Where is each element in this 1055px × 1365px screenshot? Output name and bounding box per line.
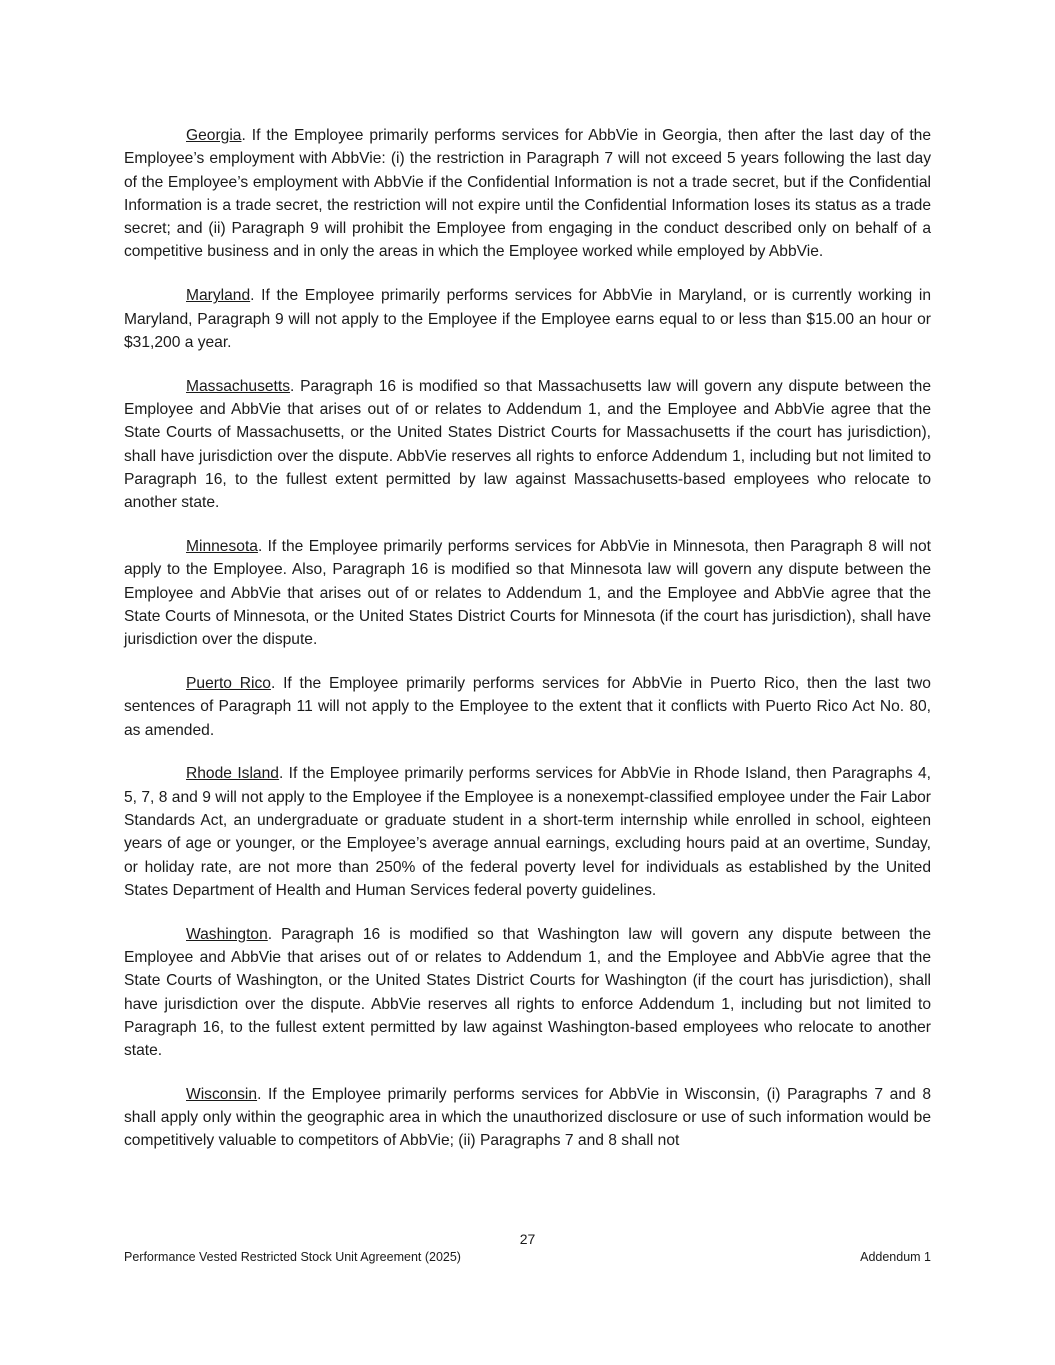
section-text: . If the Employee primarily performs services for AbbVie in Rhode Island, then Paragraphs 4, 5, 7, 8 and 9 will not apply to the Employee if the Employee is a nonexempt-classified employee under the Fair Labor Standards Act, an undergraduate or graduate student in a short-term internship while enrolled in school, eighteen years of age or younger, or the Employee’s average annual earnings, excluding hours paid at an overtime, Sunday, or holiday rate, are not more than 250% of the federal poverty level for individuals as established by the United States Department of Health and Human Services federal poverty guidelines. [124,765,931,899]
section-heading: Puerto Rico [186,674,271,692]
section-georgia [124,124,931,264]
section-heading: Washington [186,925,268,943]
section-text: . If the Employee primarily performs services for AbbVie in Puerto Rico, then the last two sentences of Paragraph 11 will not apply to the Employee to the extent that it conflicts with Puerto Rico Act No. 80, as amended. [124,674,931,739]
section-rhode-island [124,762,931,902]
section-heading: Wisconsin [186,1085,258,1103]
section-text: . Paragraph 16 is modified so that Washington law will govern any dispute between the Employee and AbbVie that arises out of or relates to Addendum 1, and the Employee and AbbVie agree that the State Courts of Washington, or the United States District Courts for Washington (if the court has jurisdiction), shall have jurisdiction over the dispute. AbbVie reserves all rights to enforce Addendum 1, including but not limited to Paragraph 16, to the fullest extent permitted by law against Washington-based employees who relocate to another state. [124,925,931,1060]
section-minnesota [124,535,931,651]
section-text: . If the Employee primarily performs services for AbbVie in Minnesota, then Paragraph 8 will not apply to the Employee. Also, Paragraph 16 is modified so that Minnesota law will govern any dispute between the Employee and AbbVie that arises out of or relates to Addendum 1, and the Employee and AbbVie agree that the State Courts of Minnesota, or the United States District Courts for Minnesota (if the court has jurisdiction), shall have jurisdiction over the dispute. [124,537,931,649]
section-puerto-rico [124,672,931,742]
section-text: . If the Employee primarily performs services for AbbVie in Wisconsin, (i) Paragraphs 7 and 8 shall apply only within the geographic area in which the unauthorized disclosure or use of such information would be competitively valuable to competitors of AbbVie; (ii) Paragraphs 7 and 8 shall not [124,1085,931,1150]
section-text: . If the Employee primarily performs services for AbbVie in Maryland, or is currently working in Maryland, Paragraph 9 will not apply to the Employee if the Employee earns equal to or less than $15.00 an hour or $31,200 a year. [124,287,931,351]
section-washington [124,923,931,1063]
footer-addendum-label: Addendum 1 [860,1250,931,1264]
section-heading: Minnesota [186,537,258,555]
section-heading: Rhode Island [186,765,279,783]
section-heading: Massachusetts [186,377,291,395]
section-wisconsin [124,1083,931,1153]
section-heading: Maryland [186,287,251,305]
section-maryland [124,284,931,354]
section-text: . Paragraph 16 is modified so that Massachusetts law will govern any dispute between the Employee and AbbVie that arises out of or relates to Addendum 1, and the Employee and AbbVie agree that the State Courts of Massachusetts, or the United States District Courts for Massachusetts if the court has jurisdiction), shall have jurisdiction over the dispute. AbbVie reserves all rights to enforce Addendum 1, including but not limited to Paragraph 16, to the fullest extent permitted by law against Massachusetts-based employees who relocate to another state. [124,377,931,512]
section-massachusetts [124,375,931,515]
section-heading: Georgia [186,127,242,144]
page-number: 27 [519,1231,536,1247]
section-text: . If the Employee primarily performs services for AbbVie in Georgia, then after the last day of the Employee’s employment with AbbVie: (i) the restriction in Paragraph 7 will not exceed 5 years following the last day of the Employee’s employment with AbbVie if the Confidential Information is not a trade secret, but if the Confidential Information is a trade secret, the restriction will not expire until the Confidential Information loses its status as a trade secret; and (ii) Paragraph 9 will prohibit the Employee from engaging in the conduct described only on behalf of a competitive business and in only the areas in which the Employee worked while employed by AbbVie. [124,127,931,261]
footer-document-title: Performance Vested Restricted Stock Unit Agreement (2025) [124,1250,461,1264]
document-body [124,124,931,1173]
